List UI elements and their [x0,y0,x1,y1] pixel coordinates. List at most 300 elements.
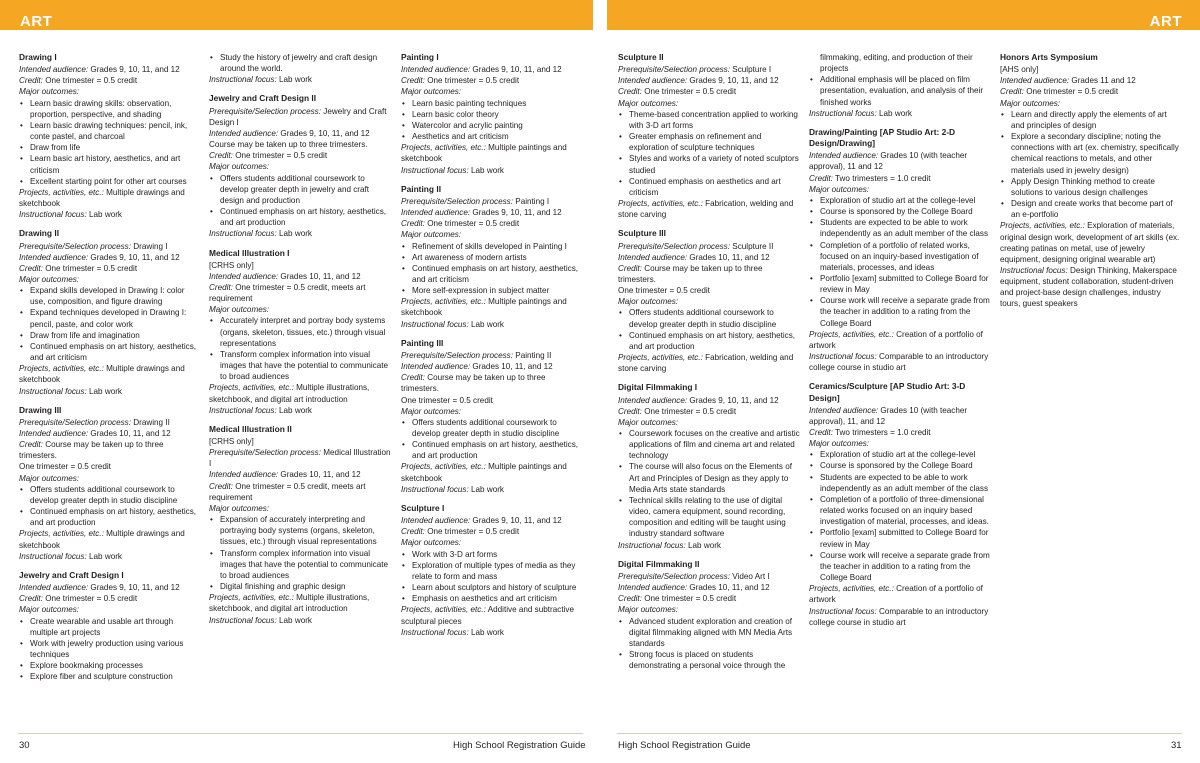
course-detail-line [809,405,991,427]
course-detail-line [19,252,201,263]
course-block [401,52,583,176]
detail-value: Design Thinking, Makerspace equipment, student collaboration, student-driven and project-base design challenges, industry tours, guest speakers [1000,265,1177,309]
footer-rule-left [18,733,583,734]
detail-value: Lab work [276,75,312,85]
column-1 [19,52,201,690]
course-detail-line [19,428,201,439]
detail-value: Lab work [86,210,122,220]
course-block [19,405,201,562]
outcome-item: • Greater emphasis on refinement and exploration of sculpture techniques [618,131,800,153]
outcome-item: • Offers students additional coursework to develop greater depth in studio discipline [618,307,800,329]
course-title: Ceramics/Sculpture [AP Studio Art: 3-D Design] [809,381,966,403]
detail-label: Prerequisite/Selection process: [19,241,132,251]
course-detail-line [401,296,583,318]
outcomes-list [618,616,800,672]
footer-guide-left: High School Registration Guide [453,740,586,751]
detail-label: Credit: [809,428,833,437]
course-detail-line [401,142,583,164]
course-title: Digital Filmmaking I [618,382,698,393]
course-detail-line [209,161,391,172]
detail-label: Projects, activities, etc.: [209,593,294,603]
detail-value: [AHS only] [1000,65,1039,75]
major-outcomes-label: Major outcomes: [401,230,462,240]
course-detail-line [401,64,583,75]
outcome-item: • Excellent starting point for other art courses [19,176,201,187]
detail-label: Intended audience: [19,583,89,593]
course-detail-line [19,209,201,220]
outcome-item: • Course work will receive a separate grade from the teacher in addition to a rating from the College Board [809,550,991,583]
detail-label: Instructional focus: [809,352,877,362]
detail-label: Prerequisite/Selection process: [401,196,514,206]
course-block [19,570,201,683]
course-detail-line [618,86,800,97]
outcome-item: • Create wearable and usable art through multiple art projects [19,616,201,638]
detail-label: Projects, activities, etc.: [19,529,104,539]
course-detail-line [19,528,201,550]
course-detail-line [19,417,201,428]
outcomes-list [1000,109,1182,221]
detail-label: Intended audience: [618,395,688,405]
outcome-item: • Draw from life [19,142,201,153]
outcome-item: • Completion of a portfolio of three-dimensional related works focused on an inquiry based investigation of material, processes, and ideas. [809,494,991,527]
outcome-item: • Study the history of jewelry and craft design around the world. [209,52,391,74]
detail-label: Projects, activities, etc.: [401,605,486,615]
detail-value: One trimester = 0.5 credit [1023,87,1119,97]
detail-value: [CRHS only] [209,437,254,446]
detail-value: Course may be taken up to three trimesters. [209,140,368,150]
major-outcomes-label: Major outcomes: [401,538,462,548]
course-block [19,228,201,396]
detail-label: Credit: [618,263,642,273]
page-number-right: 31 [1171,740,1182,751]
detail-value: One trimester = 0.5 credit [401,395,493,405]
outcome-item: • Expand skills developed in Drawing I: color use, composition, and figure drawing [19,285,201,307]
outcome-item: • Expansion of accurately interpreting and portraying body systems (organs, skeleton, tissues, etc.) through visual representations [209,514,391,547]
detail-label: Intended audience: [809,151,879,161]
course-detail-line [209,481,391,503]
course-detail-line [618,540,800,551]
detail-label: Intended audience: [401,516,471,526]
course-detail-line [401,196,583,207]
column-2 [209,52,391,634]
course-detail-line [618,582,800,593]
detail-value: Sculpture I [730,65,772,75]
outcome-item: • Learn basic drawing techniques: pencil, ink, conte pastel, and charcoal [19,120,201,142]
outcome-item: • Work with 3-D art forms [401,549,583,560]
course-title: Medical Illustration I [209,247,290,258]
detail-value: Grades 10, 11, and 12 [88,429,171,438]
outcomes-list [19,484,201,529]
course-title: Painting III [401,337,444,348]
course-title: Drawing II [19,228,60,239]
course-detail-line [209,382,391,404]
detail-value: Multiple drawings and sketchbook [19,529,185,550]
course-detail-line [19,386,201,397]
detail-label: Intended audience: [209,271,279,281]
column-5 [809,52,991,636]
course-detail-line [401,406,583,417]
course-detail-line [1000,75,1182,86]
detail-value: Lab work [276,405,312,415]
header-bar-right [607,0,1200,30]
course-block [401,338,583,495]
major-outcomes-label: Major outcomes: [618,605,679,615]
detail-label: Instructional focus: [19,386,87,396]
detail-value: Multiple illustrations, sketchbook, and digital art introduction [209,593,370,614]
detail-value: Grades 9, 10, 11, and 12 [278,128,370,138]
outcomes-list [618,428,800,540]
course-detail-line [401,461,583,483]
outcome-item: • Design and create works that become part of an e-portfolio [1000,198,1182,220]
outcome-item: • Continued emphasis on art history, aesthetics, and art production [19,506,201,528]
outcome-item: • Aesthetics and art criticism [401,131,583,142]
detail-value: One trimester = 0.5 credit [42,594,138,604]
course-detail-line [618,571,800,582]
major-outcomes-label: Major outcomes: [401,87,462,97]
course-detail-line [19,604,201,615]
course-detail-line [618,75,800,86]
course-detail-line [809,184,991,195]
detail-label: Instructional focus: [209,75,277,85]
outcome-item: • Theme-based concentration applied to working with 3-D art forms [618,109,800,131]
major-outcomes-label: Major outcomes: [618,98,679,108]
major-outcomes-label: Major outcomes: [618,297,679,307]
course-title: Jewelry and Craft Design I [19,569,124,580]
course-detail-line [19,551,201,562]
course-detail-line [209,615,391,626]
detail-value: Grades 11 and 12 [1069,76,1136,86]
detail-value: One trimester = 0.5 credit [641,594,737,604]
detail-label: Instructional focus: [401,319,469,329]
course-detail-line [809,427,991,438]
course-detail-line [618,406,800,417]
outcome-item: • Students are expected to be able to work independently as an adult member of the class [809,217,991,239]
course-block [209,93,391,239]
course-detail-line [1000,98,1182,109]
course-title: Jewelry and Craft Design II [209,93,317,104]
course-detail-line [1000,64,1182,75]
detail-value: Grades 9, 10, 11, and 12 [470,516,562,526]
outcome-item: • Explore a secondary discipline; noting the connections with art (ex. chemistry, specifically chemical reactions to metals, and other materials used in jewelry design) [1000,131,1182,176]
outcome-item: • Explore bookmaking processes [19,660,201,671]
course-detail-line [618,64,800,75]
outcome-item: • Course is sponsored by the College Board [809,460,991,471]
course-block [809,52,991,119]
detail-label: Instructional focus: [401,627,469,637]
course-detail-line [401,515,583,526]
detail-value: Two trimesters = 1.0 credit [832,173,931,183]
outcome-item: • Digital finishing and graphic design [209,581,391,592]
detail-value: Painting I [513,196,550,206]
course-detail-line [618,98,800,109]
course-detail-line [809,329,991,351]
detail-value: Multiple drawings and sketchbook [19,364,185,385]
course-detail-line [401,229,583,240]
detail-label: Instructional focus: [809,606,877,616]
outcome-item: • Learn and directly apply the elements of art and principles of design [1000,109,1182,131]
course-title: Sculpture I [401,502,445,513]
detail-label: Credit: [618,594,642,604]
major-outcomes-label: Major outcomes: [1000,98,1061,108]
detail-label: Credit: [209,151,233,161]
outcome-item: • Technical skills relating to the use of digital video, camera equipment, sound recording, composition and editing will be taught using industry standard software [618,495,800,540]
outcome-item: • The course will also focus on the Elements of Art and Principles of Design as they apply to Media Arts state standards [618,461,800,494]
course-block [209,248,391,416]
detail-value: Grades 9, 10, 11, and 12 [88,65,180,75]
course-detail-line [809,438,991,449]
major-outcomes-label: Major outcomes: [809,439,870,449]
outcome-item: • Additional emphasis will be placed on film presentation, evaluation, and analysis of their finished works [809,74,991,107]
detail-label: Prerequisite/Selection process: [209,106,322,116]
course-title: Digital Filmmaking II [618,558,700,569]
course-title: Sculpture III [618,228,666,239]
course-block [618,382,800,550]
course-detail-line [209,592,391,614]
detail-value: One trimester = 0.5 credit, meets art requirement [209,282,366,304]
outcome-item: • Expand techniques developed in Drawing I: pencil, paste, and color work [19,307,201,329]
detail-label: Credit: [401,527,425,537]
detail-value: Grades 9, 10, 11, and 12 [687,395,779,405]
detail-value: Lab work [468,319,504,329]
detail-value: Exploration of materials, original design work, development of art skills (ex. creating patinas on metal, use of jewelry equipment, designing original wearable art) [1000,221,1180,264]
column-4 [618,52,800,679]
outcome-item: • Work with jewelry production using various techniques [19,638,201,660]
course-detail-line [19,241,201,252]
detail-value: Lab work [86,551,122,561]
outcome-item: • Continued emphasis on art history, aesthetics, and art criticism [19,341,201,363]
course-detail-line [209,436,391,447]
course-detail-line [19,187,201,209]
outcomes-list [401,549,583,605]
detail-value: Grades 10 (with teacher approval), 11, and 12 [809,405,968,426]
detail-label: Intended audience: [618,252,688,262]
outcome-item: • Students are expected to be able to work independently as an adult member of the class [809,472,991,494]
detail-label: Projects, activities, etc.: [19,187,104,197]
outcome-item: • Art awareness of modern artists [401,252,583,263]
detail-value: Medical Illustration I [209,448,391,469]
detail-value: Grades 10, 11, and 12 [278,470,361,480]
course-detail-line [19,461,201,472]
course-detail-line [19,473,201,484]
outcomes-list [809,449,991,583]
detail-value: Fabrication, welding and stone carving [618,199,794,220]
course-detail-line [618,395,800,406]
outcome-item: • Continued emphasis on art history, aesthetics, and art production [209,206,391,228]
detail-label: Intended audience: [618,76,688,86]
detail-label: Instructional focus: [809,108,877,118]
detail-value: Multiple paintings and sketchbook [401,462,567,483]
outcomes-list [618,307,800,352]
course-detail-line [618,285,800,296]
detail-value: Grades 9, 10, 11, and 12 [88,583,180,593]
course-block [618,52,800,220]
header-bar-left [0,0,593,30]
detail-value: Lab work [468,165,504,175]
detail-value: Multiple drawings and sketchbook [19,187,185,209]
course-detail-line [209,260,391,271]
outcomes-list [401,98,583,143]
detail-label: Prerequisite/Selection process: [19,417,132,427]
major-outcomes-label: Major outcomes: [209,305,270,315]
section-title-right: ART [1149,13,1182,30]
detail-value: Lab work [468,484,504,494]
outcome-item: • Learn basic art history, aesthetics, and art criticism [19,153,201,175]
course-detail-line [809,52,991,74]
detail-value: Lab work [685,540,721,550]
course-detail-line [209,282,391,304]
detail-value: Creation of a portfolio of artwork [809,584,983,605]
detail-value: One trimester = 0.5 credit [42,76,138,86]
course-block [1000,52,1182,310]
detail-label: Instructional focus: [401,165,469,175]
course-block [19,52,201,220]
detail-value: Drawing I [131,241,168,251]
detail-value: Multiple paintings and sketchbook [401,297,567,318]
course-detail-line [618,352,800,374]
course-detail-line [209,228,391,239]
detail-label: Projects, activities, etc.: [809,584,894,594]
major-outcomes-label: Major outcomes: [209,503,270,513]
detail-value: Grades 9, 10, 11, and 12 [687,76,779,86]
course-title: Drawing I [19,52,57,62]
detail-value: Grades 10 (with teacher approval), 11 and 12 [809,151,968,172]
detail-label: Intended audience: [809,405,879,415]
detail-label: Instructional focus: [618,540,686,550]
course-block [209,424,391,626]
detail-value: Grades 10, 11, and 12 [278,271,361,281]
detail-label: Credit: [19,263,43,273]
outcome-item: • Offers students additional coursework to develop greater depth in studio discipline [19,484,201,506]
detail-value: One trimester = 0.5 credit [618,286,710,296]
detail-label: Instructional focus: [1000,265,1068,275]
course-block [618,228,800,374]
detail-label: Intended audience: [401,362,471,372]
course-detail-line [19,75,201,86]
outcome-item: • Offers students additional coursework to develop greater depth in jewelry and craft design and production [209,173,391,206]
course-detail-line [209,74,391,85]
detail-label: Intended audience: [401,208,471,218]
outcome-item: • Offers students additional coursework to develop greater depth in studio discipline [401,417,583,439]
outcome-item: • Styles and works of a variety of noted sculptors studied [618,153,800,175]
detail-value: Fabrication, welding and stone carving [618,353,794,374]
detail-value: Lab work [468,627,504,637]
course-detail-line [401,207,583,218]
outcomes-list [19,98,201,187]
detail-value: Grades 9, 10, 11, and 12 [470,208,562,218]
course-detail-line [401,604,583,626]
detail-label: Projects, activities, etc.: [401,143,486,153]
course-detail-line [1000,265,1182,310]
major-outcomes-label: Major outcomes: [19,87,80,97]
outcome-item: • More self-expression in subject matter [401,285,583,296]
course-detail-line [401,526,583,537]
detail-value: Video Art I [730,571,770,581]
outcomes-list [19,285,201,363]
course-detail-line [401,361,583,372]
detail-label: Projects, activities, etc.: [209,383,294,393]
detail-label: Intended audience: [19,65,89,75]
course-detail-line [209,469,391,480]
detail-label: Credit: [401,76,425,86]
course-detail-line [401,484,583,495]
detail-value: Comparable to an introductory college course in studio art [809,606,989,627]
course-detail-line [618,417,800,428]
column-3 [401,52,583,646]
course-detail-line [401,372,583,394]
course-title: Drawing III [19,404,62,415]
outcome-item: • Transform complex information into visual images that have the potential to communicate to broad audiences [209,548,391,581]
detail-value: Two trimesters = 1.0 credit [832,428,931,437]
detail-value: One trimester = 0.5 credit, meets art requirement [209,481,366,502]
course-detail-line [209,503,391,514]
detail-value: Course may be taken up to three trimesters. [618,263,763,284]
outcomes-list [209,315,391,382]
outcomes-list [209,173,391,229]
course-detail-line [19,582,201,593]
course-title: Medical Illustration II [209,423,292,434]
detail-label: Credit: [401,219,425,229]
course-detail-line [209,271,391,282]
detail-label: Projects, activities, etc.: [401,297,486,307]
major-outcomes-label: Major outcomes: [209,162,270,172]
detail-value: [CRHS only] [209,260,254,270]
course-detail-line [809,351,991,373]
detail-value: Lab work [876,108,912,118]
outcome-item: • Strong focus is placed on students demonstrating a personal voice through the [618,649,800,671]
course-block [618,559,800,672]
detail-value: Grades 9, 10, 11, and 12 [470,65,562,75]
detail-value: Course may be taken up to three trimesters. [401,373,546,394]
detail-value: Jewelry and Craft Design I [209,106,387,127]
outcome-item: • Learn about sculptors and history of sculpture [401,582,583,593]
outcomes-list [19,616,201,683]
detail-value: Grades 10, 11, and 12 [470,362,553,372]
detail-value: Sculpture II [730,241,774,251]
detail-label: Projects, activities, etc.: [809,329,894,339]
course-detail-line [19,593,201,604]
course-detail-line [401,537,583,548]
outcome-item: • Apply Design Thinking method to create solutions to various design challenges [1000,176,1182,198]
course-detail-line [209,106,391,128]
outcome-item: • Portfolio [exam] submitted to College Board for review in May [809,527,991,549]
detail-label: Intended audience: [19,252,89,262]
outcome-item: • Refinement of skills developed in Painting I [401,241,583,252]
detail-label: Prerequisite/Selection process: [209,448,322,458]
course-detail-line [401,165,583,176]
course-detail-line [618,198,800,220]
detail-value: filmmaking, editing, and production of their projects [820,53,973,74]
outcome-item: • Course work will receive a separate grade from the teacher in addition to a rating from the College Board [809,295,991,328]
detail-value: Grades 10, 11, and 12 [687,583,770,593]
detail-label: Credit: [209,481,233,491]
outcome-item: • Draw from life and imagination [19,330,201,341]
detail-label: Instructional focus: [209,615,277,625]
outcome-item: • Continued emphasis on art history, aesthetics, and art production [618,330,800,352]
outcome-item: • Learn basic drawing skills: observation, proportion, perspective, and shading [19,98,201,120]
outcomes-list [401,417,583,462]
detail-value: One trimester = 0.5 credit [42,263,138,273]
outcome-item: • Exploration of studio art at the college-level [809,195,991,206]
detail-label: Instructional focus: [209,405,277,415]
course-detail-line [401,627,583,638]
course-block [809,381,991,627]
outcome-item: • Continued emphasis on aesthetics and art criticism [618,176,800,198]
course-detail-line [19,263,201,274]
outcome-item: • Course is sponsored by the College Board [809,206,991,217]
outcomes-list [809,74,991,107]
course-detail-line [209,405,391,416]
course-detail-line [618,252,800,263]
